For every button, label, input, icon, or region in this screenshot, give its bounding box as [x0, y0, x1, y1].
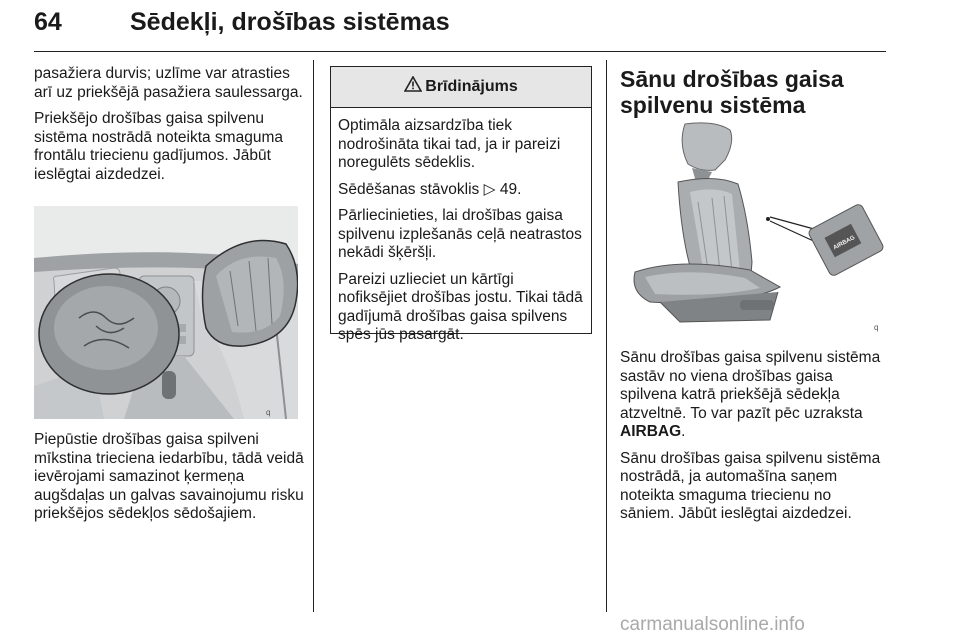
paragraph [620, 349, 888, 442]
image-code-label: q [874, 323, 879, 332]
warning-box [330, 66, 592, 343]
page-title: Sēdekļi, drošības sistēmas [130, 8, 450, 36]
paragraph-text: Sēdēšanas stāvoklis [338, 180, 484, 198]
page-reference-arrow-icon: ▷ [483, 180, 496, 198]
warning-triangle-icon [404, 76, 422, 98]
airbag-tag-label: AIRBAG [832, 234, 857, 252]
front-airbags-illustration [34, 206, 298, 419]
paragraph: pasažiera durvis; uzlīme var atrasties arī uz priekšējā pasažiera saulessarga. [34, 65, 303, 101]
page-number: 64 [34, 8, 62, 36]
header-divider [34, 51, 886, 52]
column-1-top [34, 65, 304, 192]
image-code-label: q [266, 408, 271, 417]
airbag-label: AIRBAG [620, 423, 682, 440]
column-divider [606, 60, 607, 612]
paragraph: Optimāla aizsardzība tiek nodrošināta tikai tad, ja ir pareizi noregulēts sēdeklis. [338, 117, 561, 171]
page-reference: 49. [495, 180, 522, 198]
page-header [34, 0, 886, 52]
column-3-text [620, 349, 888, 532]
column-divider [313, 60, 314, 612]
paragraph-text: Sānu drošības gaisa spilvenu sistēma sastāv no viena drošības gaisa spilvena katrā priekšējā sēdekļa atzveltnē. To var pazīt pēc uzraksta [620, 349, 881, 422]
paragraph [338, 181, 584, 200]
warning-heading: Brīdinājums [425, 78, 518, 95]
paragraph: Pārliecinieties, lai drošības gaisa spilvenu izplešanās ceļā neatrastos nekādi šķēršļi. [338, 207, 582, 261]
paragraph-end: . [681, 423, 686, 440]
side-airbag-seat-illustration [620, 122, 886, 334]
watermark: carmanualsonline.info [620, 614, 805, 635]
column-1-bottom [34, 431, 304, 532]
warning-body [331, 108, 591, 345]
paragraph: Pareizi uzlieciet un kārtīgi nofiksējiet drošības jostu. Tikai tādā gadījumā drošības gaisa spilvens spēs jūs pasargāt. [338, 270, 583, 343]
paragraph: Piepūstie drošības gaisa spilveni mīkstina trieciena iedarbību, tādā veidā ievērojami samazinot ķermeņa augšdaļas un galvas savainojumu risku priekšējos sēdekļos sēdošajiem. [34, 431, 304, 522]
paragraph: Priekšējo drošības gaisa spilvenu sistēma nostrādā noteikta smaguma frontālu triecienu gadījumos. Jābūt ieslēgtai aizdedzei. [34, 110, 283, 183]
warning-header [331, 67, 591, 108]
paragraph: Sānu drošības gaisa spilvenu sistēma nostrādā, ja automašīna saņem noteikta smaguma triecienu no sāniem. Jābūt ieslēgtai aizdedzei. [620, 449, 881, 522]
section-title: Sānu drošības gaisa spilvenu sistēma [620, 66, 844, 118]
